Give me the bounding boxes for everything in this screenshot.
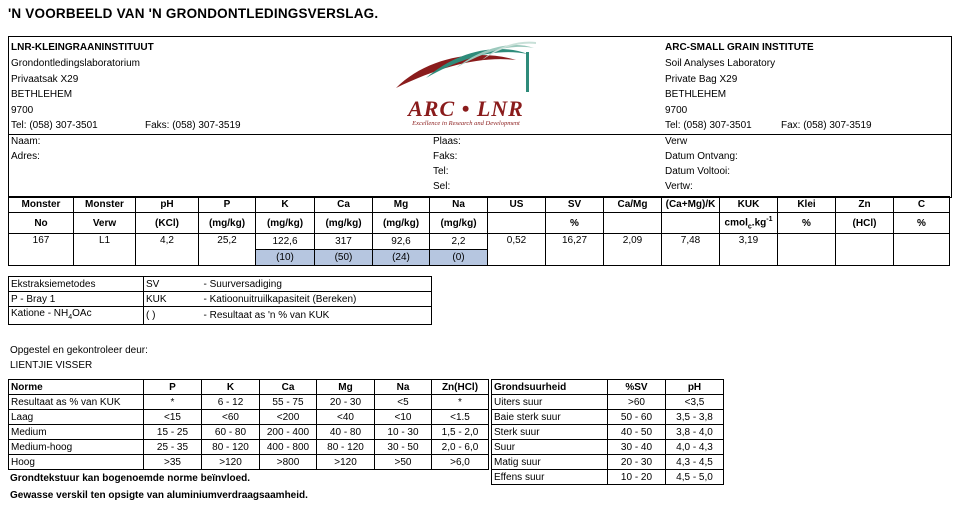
col-unit [488, 213, 546, 234]
norm-cell: >120 [317, 455, 375, 470]
norm-cell: 10 - 30 [375, 425, 432, 440]
col-header: Ca/Mg [604, 197, 662, 213]
acidity-cell: <3,5 [666, 395, 724, 410]
acidity-cell: 3,5 - 3,8 [666, 410, 724, 425]
norm-row [9, 395, 489, 410]
col-header: Klei [778, 197, 836, 213]
norm-header: K [202, 380, 260, 395]
header-divider [9, 134, 951, 135]
method-row [9, 307, 432, 325]
cell-value: L1 [74, 234, 136, 266]
col-header: SV [546, 197, 604, 213]
cell-value: 2,2 [430, 234, 488, 250]
note-aluminium: Gewasse verskil ten opsigte van aluminiumverdraagsaamheid. [10, 490, 308, 501]
norm-header: Zn(HCl) [432, 380, 489, 395]
signoff-name: LIENTJIE VISSER [10, 360, 93, 371]
norm-cell: 400 - 800 [260, 440, 317, 455]
field-datum-voltooi: Datum Voltooi: [665, 166, 731, 177]
acidity-row [492, 455, 724, 470]
cell-value: 317 [315, 234, 373, 250]
cell-value: 167 [9, 234, 74, 266]
logo-tagline: Excellence in Research and Development [412, 120, 520, 127]
norm-row [9, 410, 489, 425]
acidity-table [491, 379, 724, 485]
acidity-header-row [492, 380, 724, 395]
col-header: US [488, 197, 546, 213]
norm-cell: <15 [144, 410, 202, 425]
field-naam: Naam: [11, 136, 41, 147]
norm-row [9, 440, 489, 455]
results-header-row-top [9, 197, 950, 213]
norm-cell: Laag [9, 410, 144, 425]
acidity-header: Grondsuurheid [492, 380, 608, 395]
left-institute-name: LNR-KLEINGRAANINSTITUUT [11, 42, 154, 53]
col-header: Monster [9, 197, 74, 213]
norm-header: Mg [317, 380, 375, 395]
col-unit: (KCl) [136, 213, 199, 234]
acidity-row [492, 425, 724, 440]
norm-row [9, 425, 489, 440]
col-unit: (mg/kg) [430, 213, 488, 234]
cell-percent: (10) [256, 250, 315, 266]
field-faks: Faks: [433, 151, 458, 162]
norm-cell: Hoog [9, 455, 144, 470]
norm-header: Ca [260, 380, 317, 395]
kuk-unit-sup: -1 [766, 216, 773, 223]
cell-percent: (50) [315, 250, 373, 266]
left-tel: Tel: (058) 307-3501 [11, 120, 98, 131]
col-header: pH [136, 197, 199, 213]
norm-cell: 80 - 120 [202, 440, 260, 455]
norm-cell: 60 - 80 [202, 425, 260, 440]
acidity-cell: 4,0 - 4,3 [666, 440, 724, 455]
cell-value [836, 234, 894, 266]
method-label-sub: 4 [68, 314, 73, 321]
acidity-cell: 20 - 30 [608, 455, 666, 470]
norm-cell: Medium-hoog [9, 440, 144, 455]
norm-cell: 2,0 - 6,0 [432, 440, 489, 455]
col-header: C [894, 197, 950, 213]
results-table [8, 196, 950, 266]
cell-value: 2,09 [604, 234, 662, 266]
kuk-unit-base: cmol [724, 217, 748, 229]
method-label [9, 307, 144, 325]
acidity-row [492, 470, 724, 485]
col-unit: Verw [74, 213, 136, 234]
col-unit-kuk: $cmol_c.kg^{-1}$ [720, 213, 778, 234]
norm-cell: 15 - 25 [144, 425, 202, 440]
method-label-post: OAc [72, 308, 92, 319]
acidity-cell: 3,8 - 4,0 [666, 425, 724, 440]
norm-cell: 25 - 35 [144, 440, 202, 455]
col-unit: (HCl) [836, 213, 894, 234]
method-abbr: SV [144, 277, 202, 292]
norm-cell: 80 - 120 [317, 440, 375, 455]
norm-cell: >50 [375, 455, 432, 470]
norm-cell: 6 - 12 [202, 395, 260, 410]
arc-lnr-logo [386, 38, 546, 128]
method-desc: - Resultaat as 'n % van KUK [202, 307, 432, 325]
acidity-row [492, 395, 724, 410]
signoff-label: Opgestel en gekontroleer deur: [10, 345, 148, 356]
cell-value: 0,52 [488, 234, 546, 266]
col-unit: (mg/kg) [199, 213, 256, 234]
cell-value [894, 234, 950, 266]
col-header: P [199, 197, 256, 213]
acidity-cell: 50 - 60 [608, 410, 666, 425]
field-plaas: Plaas: [433, 136, 461, 147]
norm-cell: <60 [202, 410, 260, 425]
cell-value: 122,6 [256, 234, 315, 250]
cell-value: 3,19 [720, 234, 778, 266]
col-header: Na [430, 197, 488, 213]
norm-header: P [144, 380, 202, 395]
col-header: K [256, 197, 315, 213]
col-header: Ca [315, 197, 373, 213]
right-bag: Private Bag X29 [665, 74, 738, 85]
norm-cell: >6,0 [432, 455, 489, 470]
col-header: (Ca+Mg)/K [662, 197, 720, 213]
norm-cell: <10 [375, 410, 432, 425]
cell-value: 16,27 [546, 234, 604, 266]
acidity-cell: Baie sterk suur [492, 410, 608, 425]
norm-cell: Resultaat as % van KUK [9, 395, 144, 410]
norm-cell: * [432, 395, 489, 410]
logo-text: ARC • LNR [408, 96, 524, 121]
field-datum-ontvang: Datum Ontvang: [665, 151, 738, 162]
norm-cell: 1,5 - 2,0 [432, 425, 489, 440]
col-unit: No [9, 213, 74, 234]
right-city: BETHLEHEM [665, 89, 727, 100]
norm-table [8, 379, 489, 470]
method-row [9, 292, 432, 307]
norm-cell: 30 - 50 [375, 440, 432, 455]
cell-value: 25,2 [199, 234, 256, 266]
note-texture: Grondtekstuur kan bogenoemde norme beïnvloed. [10, 473, 251, 484]
acidity-cell: 4,3 - 4,5 [666, 455, 724, 470]
col-header: Monster [74, 197, 136, 213]
kuk-unit-rest: kg [754, 217, 767, 229]
norm-cell: <40 [317, 410, 375, 425]
norm-cell: <200 [260, 410, 317, 425]
left-city: BETHLEHEM [11, 89, 73, 100]
norm-header-row [9, 380, 489, 395]
norm-header: Na [375, 380, 432, 395]
right-tel: Tel: (058) 307-3501 [665, 120, 752, 131]
cell-value [778, 234, 836, 266]
norm-cell: * [144, 395, 202, 410]
left-code: 9700 [11, 105, 34, 116]
acidity-cell: Effens suur [492, 470, 608, 485]
norm-cell: Medium [9, 425, 144, 440]
right-code: 9700 [665, 105, 688, 116]
col-unit: % [778, 213, 836, 234]
right-institute-name: ARC-SMALL GRAIN INSTITUTE [665, 42, 814, 53]
method-desc: - Katioonuitruilkapasiteit (Bereken) [202, 292, 432, 307]
field-verw: Verw [665, 136, 688, 147]
right-fax: Fax: (058) 307-3519 [781, 120, 872, 131]
acidity-cell: Uiters suur [492, 395, 608, 410]
acidity-cell: Sterk suur [492, 425, 608, 440]
left-fax: Faks: (058) 307-3519 [145, 120, 241, 131]
cell-value: 92,6 [373, 234, 430, 250]
col-unit: % [894, 213, 950, 234]
kuk-unit-sub: c [747, 223, 752, 231]
norm-cell: 200 - 400 [260, 425, 317, 440]
norm-row [9, 455, 489, 470]
col-unit: (mg/kg) [256, 213, 315, 234]
acidity-header: %SV [608, 380, 666, 395]
acidity-row [492, 410, 724, 425]
field-tel: Tel: [433, 166, 449, 177]
field-adres: Adres: [11, 151, 40, 162]
acidity-cell: 30 - 40 [608, 440, 666, 455]
method-label: Ekstraksiemetodes [9, 277, 144, 292]
cell-value: 7,48 [662, 234, 720, 266]
col-unit [662, 213, 720, 234]
acidity-row [492, 440, 724, 455]
method-label: P - Bray 1 [9, 292, 144, 307]
left-bag: Privaatsak X29 [11, 74, 79, 85]
norm-cell: >35 [144, 455, 202, 470]
field-sel: Sel: [433, 181, 451, 192]
acidity-cell: 40 - 50 [608, 425, 666, 440]
acidity-cell: >60 [608, 395, 666, 410]
method-abbr: ( ) [144, 307, 202, 325]
page-title: 'N VOORBEELD VAN 'N GRONDONTLEDINGSVERSLAG. [8, 6, 379, 21]
norm-cell: >800 [260, 455, 317, 470]
acidity-header: pH [666, 380, 724, 395]
acidity-cell: 10 - 20 [608, 470, 666, 485]
norm-cell: 20 - 30 [317, 395, 375, 410]
norm-cell: 55 - 75 [260, 395, 317, 410]
method-row [9, 277, 432, 292]
acidity-cell: Suur [492, 440, 608, 455]
cell-value: 4,2 [136, 234, 199, 266]
norm-cell: 40 - 80 [317, 425, 375, 440]
method-abbr: KUK [144, 292, 202, 307]
norm-cell: <1.5 [432, 410, 489, 425]
norm-cell: >120 [202, 455, 260, 470]
acidity-cell: 4,5 - 5,0 [666, 470, 724, 485]
col-unit: % [546, 213, 604, 234]
acidity-cell: Matig suur [492, 455, 608, 470]
norm-cell: <5 [375, 395, 432, 410]
method-desc: - Suurversadiging [202, 277, 432, 292]
results-data-row [9, 234, 950, 250]
method-label-pre: Katione - NH [11, 308, 69, 319]
cell-percent: (24) [373, 250, 430, 266]
logo-swoosh-icon [386, 38, 546, 98]
methods-table [8, 276, 432, 325]
col-header: Mg [373, 197, 430, 213]
left-lab: Grondontledingslaboratorium [11, 58, 140, 69]
col-unit: (mg/kg) [315, 213, 373, 234]
cell-percent: (0) [430, 250, 488, 266]
norm-header: Norme [9, 380, 144, 395]
col-unit [604, 213, 662, 234]
field-vertw: Vertw: [665, 181, 693, 192]
right-lab: Soil Analyses Laboratory [665, 58, 776, 69]
col-header: KUK [720, 197, 778, 213]
col-header: Zn [836, 197, 894, 213]
col-unit: (mg/kg) [373, 213, 430, 234]
results-header-row-bottom [9, 213, 950, 234]
